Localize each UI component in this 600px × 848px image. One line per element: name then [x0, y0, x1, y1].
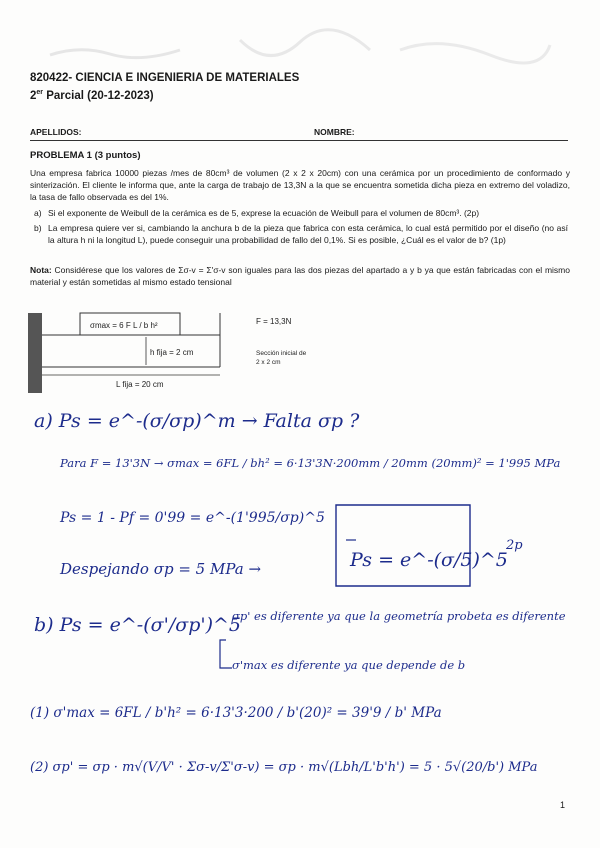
exam-subtitle: 2er Parcial (20-12-2023): [30, 89, 154, 102]
item-a-text: Si el exponente de Weibull de la cerámica es de 5, exprese la ecuación de Weibull para el volumen de 80cm³. (2p): [48, 208, 480, 218]
hw-a-line4: Despejando σp = 5 MPa →: [60, 560, 262, 578]
section-label: Sección inicial de: [256, 350, 307, 357]
hw-b-eq1: (1) σ'max = 6FL / b'h² = 6·13'3·200 / b'(20)² = 39'9 / b' MPa: [30, 705, 442, 721]
hw-a-points: 2p: [506, 538, 523, 553]
problem-statement: Una empresa fabrica 10000 piezas /mes de 80cm³ de volumen (2 x 2 x 20cm) con una cerámica por un procedimiento de conformado y sinterización. El cliente le informa que, ante la carga de trabajo de 13,3N a la que se encuentra sometida dicha pieza en extremo del voladizo, la tasa de fallo observada es del 1%.: [30, 168, 570, 202]
length-label: L fija = 20 cm: [116, 380, 164, 389]
nombre-label: NOMBRE:: [314, 127, 355, 137]
page-number: 1: [560, 800, 566, 810]
formula-label: σmax = 6 F L / b h²: [90, 321, 158, 330]
hw-a-line1: a) Ps = e^-(σ/σp)^m → Falta σp ?: [34, 410, 360, 432]
section-label-2: 2 x 2 cm: [256, 359, 281, 366]
item-a-label: a): [34, 208, 42, 218]
problem-title: PROBLEMA 1 (3 puntos): [30, 150, 141, 161]
height-label: h fija = 2 cm: [150, 348, 194, 357]
hw-b-note1: σp' es diferente ya que la geometría probeta es diferente: [232, 609, 566, 623]
item-b-label: b): [34, 223, 42, 233]
hw-a-boxed: Ps = e^-(σ/5)^5: [350, 549, 508, 571]
hw-b-note2: σ'max es diferente ya que depende de b: [232, 658, 466, 672]
load-label: F = 13,3N: [256, 317, 292, 326]
hw-a-line2: Para F = 13'3N → σmax = 6FL / bh² = 6·13'3N·200mm / 20mm (20mm)² = 1'995 MPa: [60, 456, 561, 470]
hw-a-line3: Ps = 1 - Pf = 0'99 = e^-(1'995/σp)^5: [60, 510, 325, 526]
apellidos-label: APELLIDOS:: [30, 127, 82, 137]
course-title: 820422- CIENCIA E INGENIERIA DE MATERIALES: [30, 72, 300, 84]
note-label: Nota:: [30, 265, 52, 275]
note-text: Considérese que los valores de Σσ-v = Σ'σ-v son iguales para las dos piezas del apartado a y b ya que están fabricadas con el mismo material y están sometidas al mismo estado tensional: [30, 265, 570, 287]
item-b-text: La empresa quiere ver si, cambiando la anchura b de la pieza que fabrica con esta cerámica, lo cual está permitido por el diseño (no así la altura h ni la longitud L), puede conseguir una probabilidad de fallo del 0,1%. Si es posible, ¿Cuál es el valor de b? (1p): [48, 223, 568, 245]
hw-b-line1: b) Ps = e^-(σ'/σp')^5: [34, 614, 242, 636]
hw-b-eq2: (2) σp' = σp · m√(V/V' · Σσ-v/Σ'σ-v) = σp · m√(Lbh/L'b'h') = 5 · 5√(20/b') MPa: [30, 760, 538, 775]
